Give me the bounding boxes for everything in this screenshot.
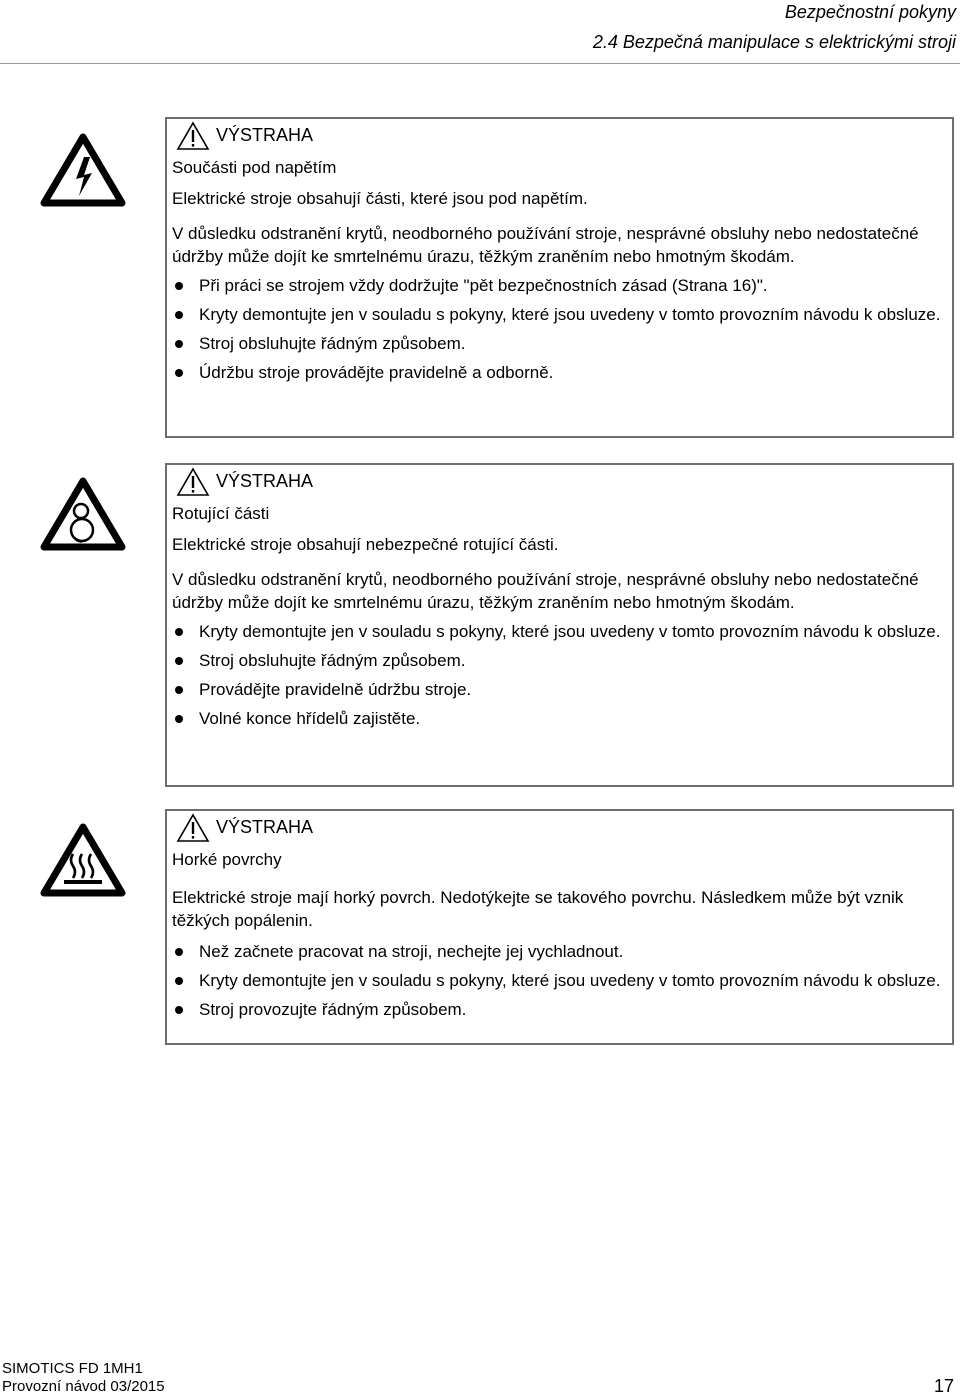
electric-shock-warning-icon [40,132,126,208]
list-item: Provádějte pravidelně údržbu stroje. [172,678,944,701]
list-item: Volné konce hřídelů zajistěte. [172,707,944,730]
warning-label: VÝSTRAHA [216,817,314,837]
warning-heading [172,811,944,845]
page-number: 17 [933,1376,954,1396]
warning-box-rotating [165,463,954,787]
list-item: Stroj provozujte řádným způsobem. [172,998,944,1021]
warning-measures-list [172,940,944,1021]
warning-text: Elektrické stroje obsahují části, které jsou pod napětím. [172,189,588,208]
warning-measures-list [172,274,944,384]
warning-box-electric [165,117,954,438]
list-item: Kryty demontujte jen v souladu s pokyny, které jsou uvedeny v tomto provozním návodu k obsluze. [172,303,944,326]
warning-consequence: V důsledku odstranění krytů, neodborného používání stroje, nesprávné obsluhy nebo nedostatečné údržby může dojít ke smrtelnému úrazu, těžkým zraněním nebo hmotným škodám. [172,570,919,612]
warning-text: Elektrické stroje obsahují nebezpečné rotující části. [172,535,559,554]
warning-triangle-icon [176,121,210,151]
warning-text: Elektrické stroje mají horký povrch. Nedotýkejte se takového povrchu. Následkem může být vznik těžkých popálenin. [172,888,904,930]
footer-product: SIMOTICS FD 1MH1 [2,1360,143,1377]
list-item: Stroj obsluhujte řádným způsobem. [172,332,944,355]
warning-label: VÝSTRAHA [216,125,314,145]
list-item: Stroj obsluhujte řádným způsobem. [172,649,944,672]
rotating-parts-warning-icon [40,476,126,552]
warning-box-hot-surface [165,809,954,1045]
header-section: 2.4 Bezpečná manipulace s elektrickými stroji [592,32,956,52]
warning-heading [172,465,944,499]
list-item: Kryty demontujte jen v souladu s pokyny, které jsou uvedeny v tomto provozním návodu k obsluze. [172,620,944,643]
warning-triangle-icon [176,813,210,843]
warning-title: Součásti pod napětím [172,158,337,177]
header-divider [0,63,960,64]
warning-title: Horké povrchy [172,850,282,869]
warning-measures-list [172,620,944,730]
list-item: Při práci se strojem vždy dodržujte "pět bezpečnostních zásad (Strana 16)". [172,274,944,297]
warning-heading [172,119,944,153]
warning-consequence: V důsledku odstranění krytů, neodborného používání stroje, nesprávné obsluhy nebo nedostatečné údržby může dojít ke smrtelnému úrazu, těžkým zraněním nebo hmotným škodám. [172,224,919,266]
footer-manual: Provozní návod 03/2015 [2,1378,165,1395]
header-chapter: Bezpečnostní pokyny [784,2,956,22]
list-item: Než začnete pracovat na stroji, nechejte jej vychladnout. [172,940,944,963]
list-item: Údržbu stroje provádějte pravidelně a odborně. [172,361,944,384]
hot-surface-warning-icon [40,822,126,898]
warning-title: Rotující části [172,504,270,523]
warning-label: VÝSTRAHA [216,471,314,491]
warning-triangle-icon [176,467,210,497]
list-item: Kryty demontujte jen v souladu s pokyny, které jsou uvedeny v tomto provozním návodu k obsluze. [172,969,944,992]
